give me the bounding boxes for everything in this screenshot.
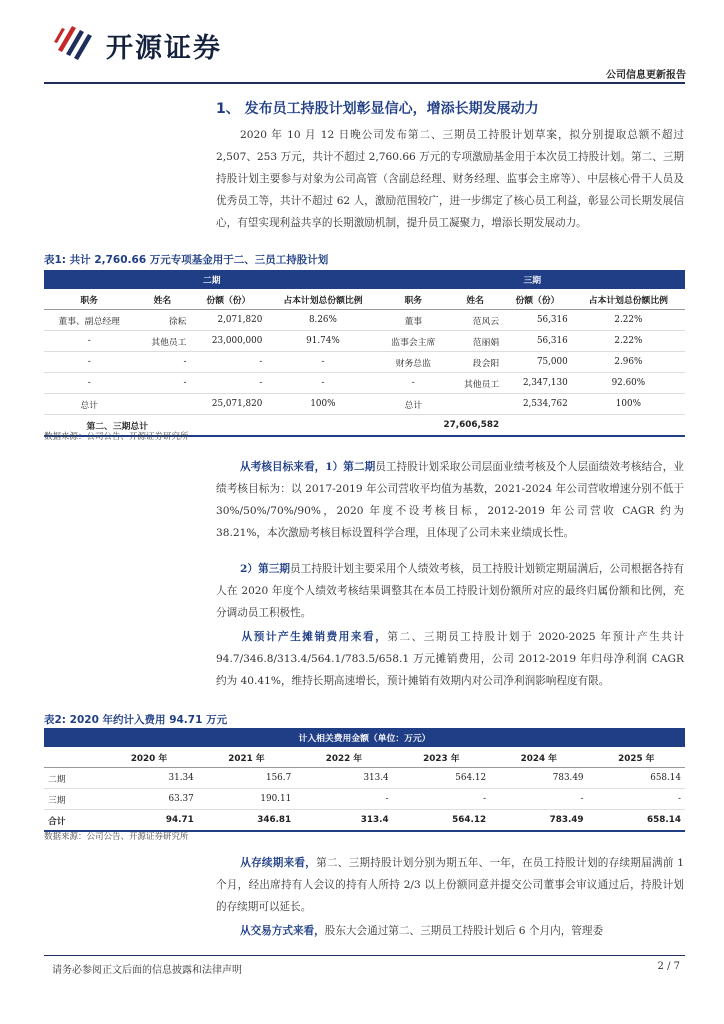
paragraph-lead: 从考核目标来看，1）第二期 bbox=[240, 461, 376, 473]
logo-mark-icon bbox=[52, 22, 100, 62]
table2-title: 表2: 2020 年约计入费用 94.71 万元 bbox=[44, 714, 228, 726]
table2-source: 数据来源：公司公告、开源证券研究所 bbox=[44, 832, 189, 842]
table-cell: 92.60% bbox=[572, 373, 685, 394]
header-divider bbox=[44, 82, 685, 84]
table-row bbox=[44, 310, 685, 331]
table1-column-header: 姓名 bbox=[447, 289, 503, 310]
paragraph-text: 第二、三期员工持股计划于 2020-2025 年预计产生共计 94.7/346.8/313.4/564.1/783.5/658.1 万元摊销费用，公司 2012-2019 年归母净利润 CAGR 约为 40.41%，维持长期高速增长，预计摊销有效期内对公司净利润影响程度有限。 bbox=[216, 631, 685, 687]
paragraph-text: 2020 年 10 月 12 日晚公司发布第二、三期员工持股计划草案，拟分别提取总额不超过 2,507、253 万元，共计不超过 2,760.66 万元的专项激励基金用于本次员工持股计划。第二、三期持股计划主要参与对象为公司高管（含副总经理、财务经理、监事会主席等）、中层核心骨干人员及优秀员工等，共计不超过 62 人，激励范围较广，进一步绑定了核心员工利益，彰显公司长期发展信心，有望实现利益共享的长期激励机制，提升员工凝聚力，增添长期发展动力。 bbox=[216, 129, 685, 229]
table-cell: 2.22% bbox=[572, 331, 685, 352]
table-cell: 783.49 bbox=[490, 768, 587, 789]
table-cell: 2.22% bbox=[572, 310, 685, 331]
table-row bbox=[44, 373, 685, 394]
table2-year-header: 2020 年 bbox=[100, 747, 197, 768]
table2-year-header: 2024 年 bbox=[490, 747, 587, 768]
table-cell: 31.34 bbox=[100, 768, 197, 789]
table-row bbox=[44, 352, 685, 373]
paragraph-trading bbox=[216, 920, 684, 944]
table-cell: - bbox=[380, 373, 448, 394]
table-cell: 其他员工 bbox=[447, 373, 503, 394]
table-cell: 2.96% bbox=[572, 352, 685, 373]
table-cell bbox=[134, 394, 190, 415]
table-cell: 财务总监 bbox=[380, 352, 448, 373]
paragraph-text: 股东大会通过第二、三期员工持股计划后 6 个月内，管理委 bbox=[324, 925, 604, 937]
table-cell: - bbox=[295, 789, 392, 810]
table-cell: 范丽娟 bbox=[447, 331, 503, 352]
table-cell: 8.26% bbox=[266, 310, 379, 331]
table-cell: 范风云 bbox=[447, 310, 503, 331]
table-cell: 564.12 bbox=[393, 768, 490, 789]
table1-column-header: 份额（份） bbox=[503, 289, 572, 310]
table-row bbox=[44, 331, 685, 352]
table1-title: 表1: 共计 2,760.66 万元专项基金用于二、三员工持股计划 bbox=[44, 254, 329, 266]
section-title: 1、 发布员工持股计划彰显信心，增添长期发展动力 bbox=[216, 101, 539, 117]
table-cell: 94.71 bbox=[100, 810, 197, 832]
table-cell: 346.81 bbox=[198, 810, 295, 832]
table-cell: 监事会主席 bbox=[380, 331, 448, 352]
table-cell: 段会阳 bbox=[447, 352, 503, 373]
table-cell: 658.14 bbox=[588, 768, 685, 789]
table2-year-header: 2025 年 bbox=[588, 747, 685, 768]
footer-disclaimer: 请务必参阅正文后面的信息披露和法律声明 bbox=[52, 965, 242, 976]
table-row bbox=[44, 789, 685, 810]
paragraph-amortization bbox=[216, 626, 684, 692]
report-type: 公司信息更新报告 bbox=[606, 70, 686, 81]
table-cell: 564.12 bbox=[393, 810, 490, 832]
table1-phase2-header: 二期 bbox=[44, 270, 380, 289]
paragraph-text: 第二、三期持股计划分别为期五年、一年，在员工持股计划的存续期届满前 1 个月，经出席持有人会议的持有人所持 2/3 以上份额同意并提交公司董事会审议通过后，持股计划的存续期可以延长。 bbox=[216, 857, 685, 913]
table1-column-header: 姓名 bbox=[134, 289, 190, 310]
table1-column-header: 职务 bbox=[380, 289, 448, 310]
table1-column-header: 占本计划总份额比例 bbox=[572, 289, 685, 310]
table-cell: 2,071,820 bbox=[190, 310, 266, 331]
company-name: 开源证券 bbox=[106, 33, 222, 64]
table-cell: 其他员工 bbox=[134, 331, 190, 352]
table-cell: 总计 bbox=[380, 394, 448, 415]
table2-band-header: 计入相关费用金额（单位：万元） bbox=[44, 728, 685, 747]
paragraph-lead: 从存续期来看， bbox=[240, 857, 317, 869]
table-cell: 2,534,762 bbox=[503, 394, 572, 415]
table-cell: - bbox=[44, 331, 134, 352]
table-cell: 75,000 bbox=[503, 352, 572, 373]
table-cell: - bbox=[190, 352, 266, 373]
table1-source: 数据来源：公司公告、开源证券研究所 bbox=[44, 432, 189, 442]
paragraph-lead: 从交易方式来看， bbox=[240, 925, 325, 937]
table-cell: - bbox=[44, 352, 134, 373]
table-cell: 董事、副总经理 bbox=[44, 310, 134, 331]
table2-year-header: 2023 年 bbox=[393, 747, 490, 768]
table-cell: 56,316 bbox=[503, 331, 572, 352]
paragraph-announcement bbox=[216, 124, 684, 234]
table-cell bbox=[447, 394, 503, 415]
page-number: 2 / 7 bbox=[657, 961, 680, 972]
table-cell: 156.7 bbox=[198, 768, 295, 789]
paragraph-lead: 2）第三期 bbox=[240, 563, 291, 575]
table1-phase3-header: 三期 bbox=[380, 270, 685, 289]
paragraph-text: 员工持股计划主要采用个人绩效考核，员工持股计划锁定期届满后，公司根据各持有人在 2020 年度个人绩效考核结果调整其在本员工持股计划份额所对应的最终归属份额和比例，充分调动员工积极性。 bbox=[216, 563, 684, 619]
table2-row-label: 合计 bbox=[44, 810, 100, 832]
table-cell: 313.4 bbox=[295, 768, 392, 789]
table-cell: 56,316 bbox=[503, 310, 572, 331]
table-row bbox=[44, 768, 685, 789]
table2-expense bbox=[44, 728, 685, 832]
table1-column-header: 职务 bbox=[44, 289, 134, 310]
table-cell: - bbox=[134, 373, 190, 394]
table-cell: - bbox=[44, 373, 134, 394]
table1-grand-total-label: 第二、三期总计 bbox=[44, 415, 190, 437]
table-cell: 63.37 bbox=[100, 789, 197, 810]
table2-year-header: 2021 年 bbox=[198, 747, 295, 768]
table1-column-header: 占本计划总份额比例 bbox=[266, 289, 379, 310]
table-cell: 23,000,000 bbox=[190, 331, 266, 352]
table-cell: 658.14 bbox=[588, 810, 685, 832]
table-cell: 董事 bbox=[380, 310, 448, 331]
table1-employee-plan bbox=[44, 270, 685, 437]
table-cell: - bbox=[190, 373, 266, 394]
paragraph-assessment-phase3 bbox=[216, 558, 684, 624]
table-cell: 100% bbox=[572, 394, 685, 415]
table-cell: 783.49 bbox=[490, 810, 587, 832]
table-row bbox=[44, 810, 685, 832]
table-cell: 徐耘 bbox=[134, 310, 190, 331]
table1-column-header: 份额（份） bbox=[190, 289, 266, 310]
table-cell: - bbox=[393, 789, 490, 810]
table-cell: - bbox=[588, 789, 685, 810]
table-cell: - bbox=[266, 352, 379, 373]
table-cell: 190.11 bbox=[198, 789, 295, 810]
table-cell: 100% bbox=[266, 394, 379, 415]
table-cell: - bbox=[490, 789, 587, 810]
table-cell: 总计 bbox=[44, 394, 134, 415]
table-cell: 91.74% bbox=[266, 331, 379, 352]
table-cell: 2,347,130 bbox=[503, 373, 572, 394]
table2-row-label: 二期 bbox=[44, 768, 100, 789]
table1-grand-total-value: 27,606,582 bbox=[380, 415, 504, 437]
table-cell: - bbox=[134, 352, 190, 373]
table2-year-header: 2022 年 bbox=[295, 747, 392, 768]
paragraph-text: 员工持股计划采取公司层面业绩考核及个人层面绩效考核结合，业绩考核目标为：以 2017-2019 年公司营收平均值为基数，2021-2024 年公司营收增速分别不低于 30%/50%/70%/90%，2020 年度不设考核目标，2012-2019 年公司营收 CAGR 约为 38.21%，本次激励考核目标设置科学合理，且体现了公司未来业绩成长性。 bbox=[216, 461, 685, 539]
table-cell: 25,071,820 bbox=[190, 394, 266, 415]
table-cell: - bbox=[266, 373, 379, 394]
footer-divider bbox=[44, 955, 685, 956]
table2-row-label: 三期 bbox=[44, 789, 100, 810]
paragraph-lead: 从预计产生摊销费用来看， bbox=[240, 631, 388, 643]
table-cell: 313.4 bbox=[295, 810, 392, 832]
paragraph-assessment-phase2 bbox=[216, 456, 684, 544]
company-logo bbox=[52, 22, 292, 62]
table-row bbox=[44, 394, 685, 415]
paragraph-duration bbox=[216, 852, 684, 918]
